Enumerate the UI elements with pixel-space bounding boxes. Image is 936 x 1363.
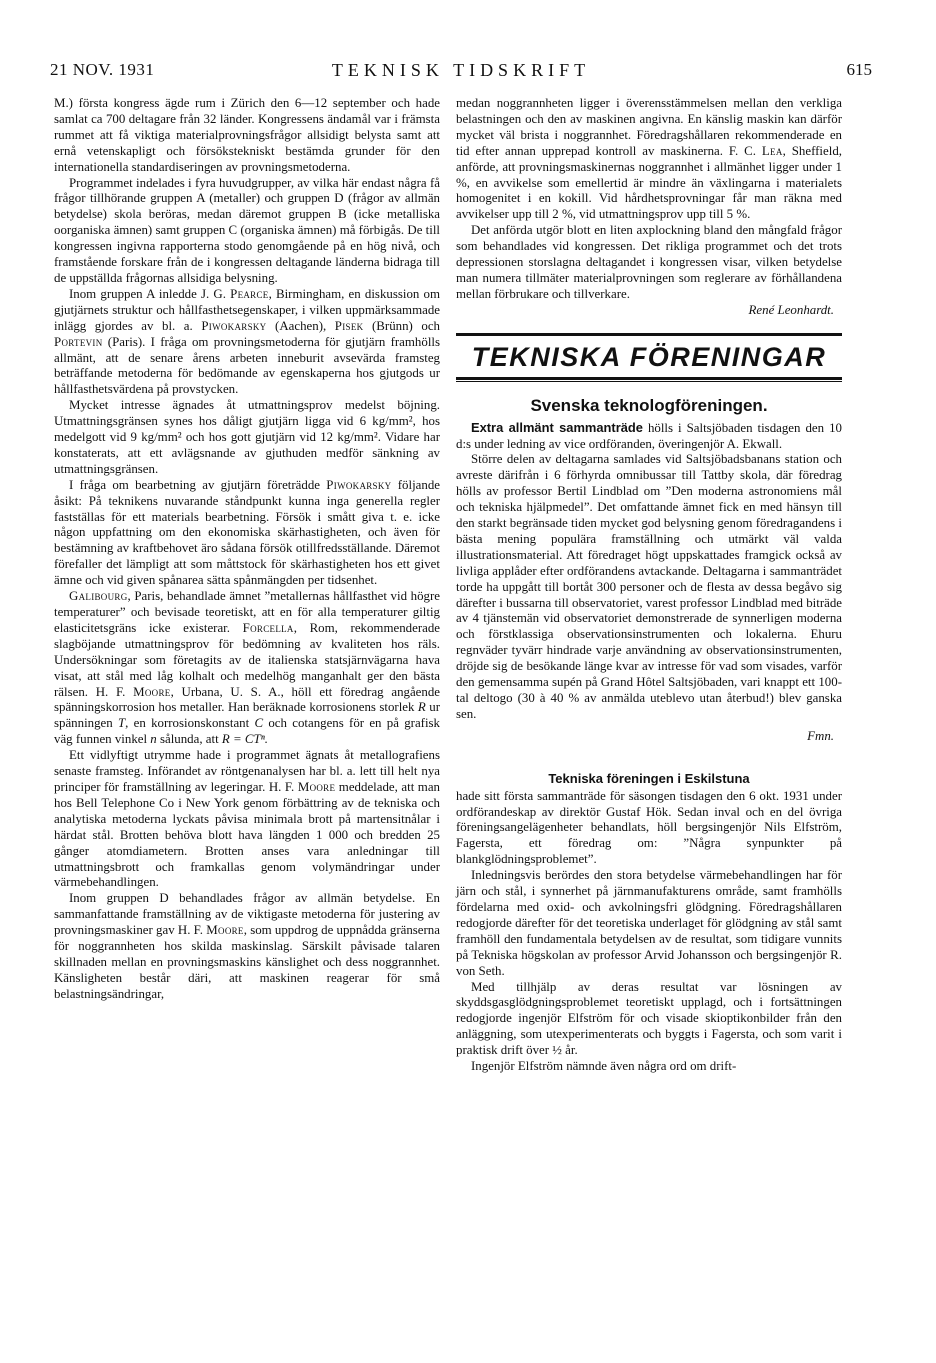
formula: R = CTⁿ. <box>221 732 268 747</box>
paragraph: Extra allmänt sammanträde hölls i Saltsjöbaden tisdagen den 10 d:s under ledning av vice ordföranden, överingenjör A. Ekwall. <box>456 419 842 451</box>
author-name: Moore <box>133 684 171 699</box>
paragraph: Det anförda utgör blott en liten axplockning bland den mångfald frågor som behandlades vid kongressen. Det rikliga programmet och det trots depressionen storslagna deltagandet i kongressen visar, vilken betydelse man numera tillmäter materialprovningen som reglerare av förhållandena mellan förbrukare och tillverkare. <box>456 223 842 301</box>
paragraph: Inom gruppen D behandlades frågor av allmän betydelse. En sammanfattande framställning av de viktigaste metoderna för justering av provningsmaskiner gav H. F. Moore, som uppdrog de uppnådda gränserna för noggrannheten hos skilda maskinslag. Särskilt påvisade talaren skillnaden mellan en provningsmaskins känslighet och dess noggrannhet. Känsligheten består däri, att maskinen reagerar för små belastningsändringar, <box>54 891 440 1001</box>
author-name: Portevin <box>54 334 103 349</box>
math-symbol: C <box>254 716 264 731</box>
article-signature: René Leonhardt. <box>748 302 834 317</box>
paragraph: I fråga om bearbetning av gjutjärn företrädde Piwokarsky följande åsikt: På teknikens nuvarande ståndpunkt kunna inga generella regler fastställas för ett materials bearbetning. Försök i smått giva t. e. icke någon uppfattning om den ekonomiska skärhastigheten, och även för bestämning av kraftbehovet äro sådana försök otillfredsställande. Däremot förefaller det lämpligt att som måttstock för skärhastigheten hos ett givet ämne och vid given spånarea sätta spånmängden per tidsenhet. <box>54 477 440 588</box>
paragraph: Galibourg, Paris, behandlade ämnet ”metallernas hållfasthet vid högre temperaturer” och bevisade teoretiskt, att en för alla temperaturer giltig elasticitetsgräns icke existerar. Forcella, Rom, rekommenderade slagböjande utmattningsprov för bedömning av kvaliteten hos räls. Undersökningar som företagits av de italienska statsjärnvägarna hava visat, att stål med låg kolhalt och medelhög manganhalt ger den bästa rälsen. H. F. Moore, Urbana, U. S. A., höll ett föredrag angående spänningskorrosion hos metaller. Han beräknade korrosionens storlek R ur spänningen T, en korrosionskonstant C och cotangens för en på grafisk väg funnen vinkel n sålunda, att R = CTⁿ. <box>54 589 441 747</box>
article-signature: Fmn. <box>807 728 834 743</box>
author-name: Moore <box>297 779 336 794</box>
right-column <box>456 96 842 1075</box>
issue-date: 21 NOV. 1931 <box>50 60 155 79</box>
journal-title: TEKNISK TIDSKRIFT <box>331 60 591 80</box>
paragraph: Ett vidlyftigt utrymme hade i programmet ägnats åt metallografiens senaste framsteg. Införandet av röntgenanalysen har bl. a. lett till helt nya principer för framställning av legeringar. H. F. Moore meddelade, att man hos Bell Telephone Co i New York genom förbättring av de tekniska och analytiska metoderna lyckats påvisa minimala brott på martensitnålar i härdat stål. Brotten behöva blott hava längden 1 000 och bredden 25 gånger atomdiametern. Brotten anses vara anledningar till utmattningsbrott och framkallas genom volymändringar under värmebehandlingen. <box>54 748 440 890</box>
section-banner <box>456 333 842 382</box>
paragraph: Inledningsvis berördes den stora betydelse värmebehandlingen har för järn och stål, i synnerhet på järnmanufakturens område, samt framhölls fördelarna med oxid- och avkolningsfri glödgning. Föredragshållaren redogjorde därefter för det teoretiska underlaget för glödgning av stål samt framhöll den fundamentala betydelsen av de resultat, som tidigare vunnits på Tekniska högskolan av professor Arvid Johansson och bergsingenjör R. von Seth. <box>456 868 842 978</box>
author-name: Galibourg <box>69 589 128 604</box>
paragraph: M.) första kongress ägde rum i Zürich den 6—12 september och hade samlat ca 700 deltagare från 32 länder. Kongressens ändamål var i främsta rummet att få viktiga materialprovningsfrågor allsidigt belysta samt att ernå vetenskapligt och försökstekniskt bestämda grunder för den internationella standardiseringen av provningsmetoderna. <box>54 96 440 174</box>
math-symbol: n <box>150 732 157 747</box>
page-number: 615 <box>846 60 872 79</box>
author-name: Pisek <box>334 318 364 333</box>
paragraph: medan noggrannheten ligger i överensstämmelsen mellan den verkliga belastningen och den av maskinen angivna. En känslig maskin kan därför mycket väl brista i noggrannhet. Föredragshållaren rekommenderade en tid efter annan upprepad kontroll av maskinerna. F. C. Lea, Sheffield, anförde, att provningsmaskinernas noggrannhet i allmänhet ligger under 1 %, en avvikelse som emellertid är mindre än växlingarna i materialets homogenitet i en kokill. Vid hårdhetsprovningar får man räkna med avvikelser upp till 2 %, vid utmattningsprov upp till 5 %. <box>456 96 842 222</box>
author-name: Pearce <box>230 286 269 301</box>
paragraph: Större delen av deltagarna samlades vid Saltsjöbadsbanans station och avreste därifrån i 6 förhyrda omnibussar till Tattby skola, där föredrag hölls av professor Bertil Lindblad om ”Den moderna astronomiens mål och tekniska hjälpmedel”. Det omfattande ämnet fick en med hänsyn till den starkt begränsade tiden mycket god belysning genom föredragandens i bästa mening populära framställning och utmärkt väl valda illustrationsmaterial. Att föredraget högt uppskattades framgick också av livliga applåder efter ordförandens avtackande. Deltagarna i sammanträdet torde ha uppgått till bortåt 300 personer och de flesta av dessa begåvo sig därefter i bussarna till observatoriet, varest professor Lindblad med biträde av 4 tjänstemän vid observatoriet demonstrerade de synnerligen moderna och förstklassiga observationsinstrumenten och lokalerna. Ehuru regnväder tyvärr hindrade varje användning av observationsinstrumenten, dröjde sig de besökande länge kvar av intresse för vad som visades, varför den gemensamma supén på Grand Hôtel Saltsjöbaden, vari knappt ett 100-tal deltogo (30 à 40 % av anmälda uteblevo utan återbud!) blev ganska sen. <box>456 452 842 721</box>
left-column <box>54 96 440 1003</box>
math-symbol: R <box>417 700 426 715</box>
author-name: Piwokarsky <box>201 318 267 333</box>
author-name: Forcella <box>242 620 294 635</box>
running-head <box>50 60 872 84</box>
paragraph: Programmet indelades i fyra huvudgrupper, av vilka här endast några få frågor tillhörande gruppen A (metaller) och gruppen D (frågor av allmän betydelse) skola beröras, medan däremot gruppen B (icke metalliska oorganiska ämnen) samt gruppen C (organiska ämnen) må förbigås. De till kongressen ingivna rapporterna stodo genomgående på en hög nivå, och framstående forskare från de i kongressen deltagande länderna bidraga till de uppställda frågornas allsidiga belysning. <box>54 175 440 285</box>
author-name: Moore <box>206 923 244 938</box>
paragraph: Med tillhjälp av deras resultat var lösningen av skyddsgasglödgningsproblemet teoretiskt upplagd, och i fortsättningen redogjorde ingenjör Elfström för och visade skioptikonbilder från den anläggning, som utexperimenterats och byggts i Fagersta, och som varit i praktisk drift över ½ år. <box>456 979 842 1058</box>
paragraph: Ingenjör Elfström nämnde även några ord om drift- <box>471 1059 737 1074</box>
section-title: Svenska teknologföreningen. <box>530 395 768 415</box>
lead-in: Extra allmänt sammanträde <box>471 419 643 435</box>
paragraph: hade sitt första sammanträde för säsongen tisdagen den 6 okt. 1931 under ordförandeskap av direktör Gustaf Hök. Sedan inval och en del övriga föreningsangelägenheter behandlats, höll bergsingenjör Nils Elfström, Fagersta, ett föredrag om: ”Några synpunkter på blankglödningsproblemet”. <box>456 788 842 867</box>
paragraph: Mycket intresse ägnades åt utmattningsprov medelst böjning. Utmattningsgränsen synes hos dåligt gjutjärn ligga vid 6 kg/mm², hos medelgott vid 9 kg/mm² och hos gott gjutjärn vid 12 kg/mm². Vidare har konstaterats, att ett avlägsnande av gjuthuden medför sänkning av utmattningsgränsen. <box>54 398 440 476</box>
math-symbol: T <box>117 716 126 731</box>
author-name: Lea <box>761 143 783 158</box>
paragraph: Inom gruppen A inledde J. G. Pearce, Birmingham, en diskussion om gjutjärnets struktur och hållfasthetsegenskaper, i vilken uppmärksammade inlägg gjordes av bl. a. Piwokarsky (Aachen), Pisek (Brünn) och Portevin (Paris). I fråga om provningsmetoderna för gjutjärn framhölls allmänt, att de senare årens arbeten inneburit avsevärda framsteg beträffande metoderna för bedömande av egenskaperna hos gjutgods ur hållfasthetsvärdena på provstycken. <box>54 286 440 397</box>
subsection-title: Tekniska föreningen i Eskilstuna <box>548 770 750 786</box>
banner-title: TEKNISKA FÖRENINGAR <box>456 339 842 380</box>
author-name: Piwokarsky <box>326 477 392 492</box>
